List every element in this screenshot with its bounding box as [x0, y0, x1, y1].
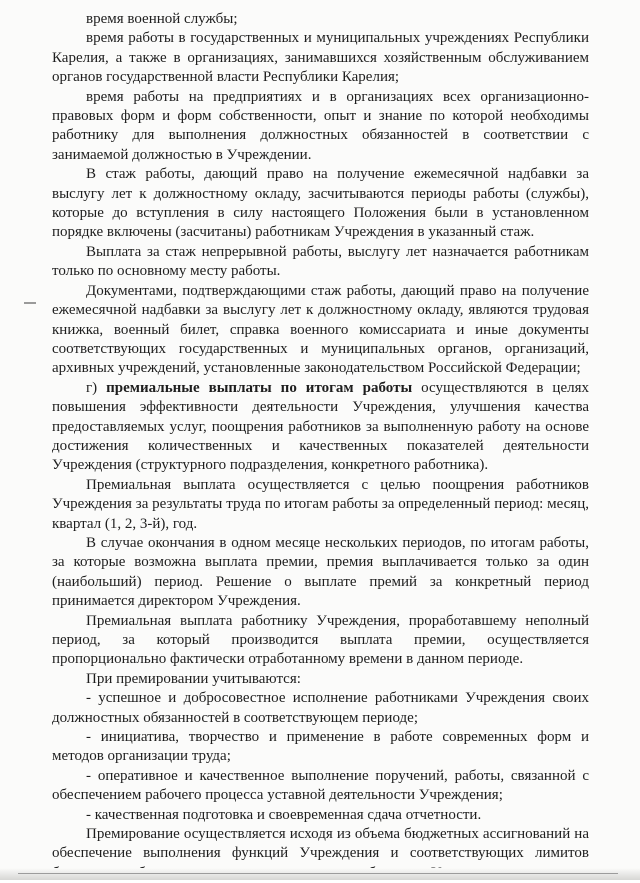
list-item-criteria: - инициатива, творчество и применение в работе современных форм и методов организации труда;	[52, 729, 589, 765]
paragraph-military-service: время военной службы;	[86, 11, 238, 27]
list-item-criteria: - оперативное и качественное выполнение поручений, работы, связанной с обеспечением рабочего процесса уставной деятельности Учреждения;	[52, 767, 589, 804]
paragraph-multiple-periods: В случае окончания в одном месяце нескольких периодов, по итогам работы, за которые возможна выплата премии, премия выплачивается только за один (наибольший) период. Решение о выплате премий за конкретный период принимается директором Учреждения.	[52, 534, 589, 610]
paragraph-main-workplace: Выплата за стаж непрерывной работы, выслугу лет назначается работникам только по основному месту работы.	[52, 243, 589, 280]
paragraph-bonus-purpose: Премиальная выплата осуществляется с целью поощрения работников Учреждения за результаты труда по итогам работы за определенный период: месяц, квартал (1, 2, 3-й), год.	[52, 476, 589, 532]
paragraph-service-periods: В стаж работы, дающий право на получение ежемесячной надбавки за выслугу лет к должностному окладу, засчитываются периоды работы (службы), которые до вступления в силу настоящего Положения были в установленном порядке включены (засчитаны) работникам Учреждения в указанный стаж.	[52, 166, 589, 241]
item-letter: г)	[86, 379, 107, 396]
list-item-criteria: - успешное и добросовестное исполнение работниками Учреждения своих должностных обязанностей в соответствующем периоде;	[52, 690, 589, 726]
paragraph-partial-period: Премиальная выплата работнику Учреждения, проработавшему неполный период, за который производится выплата премии, осуществляется пропорционально фактически отработанному времени в данном периоде.	[52, 612, 589, 668]
paragraph-state-institutions: время работы в государственных и муниципальных учреждениях Республики Карелия, а также в организациях, занимавшихся хозяйственным обслуживанием органов государственной власти Республики Карелия;	[52, 30, 589, 86]
paragraph-enterprises: время работы на предприятиях и в организациях всех организационно-правовых форм и форм собственности, опыт и знание по которой необходимы работнику для выполнения должностных обязанностей в соответствии с занимаемой должностью в Учреждении.	[52, 88, 589, 163]
paragraph-criteria-intro: При премировании учитываются:	[86, 670, 301, 687]
document-body	[52, 10, 589, 883]
paragraph-bonus-payments	[52, 379, 589, 476]
scan-edge-line	[18, 873, 618, 874]
list-item-criteria: - качественная подготовка и своевременная сдача отчетности.	[86, 806, 482, 823]
margin-mark	[24, 302, 36, 304]
scan-bottom-edge	[0, 868, 640, 880]
bonus-payments-text: осуществляются в целях повышения эффективности деятельности Учреждения, улучшения качества предоставляемых услуг, поощрения работников за выполненную работу на основе достижения количественных и качественных показателей деятельности Учреждения (структурного подразделения, конкретного работника).	[52, 379, 589, 474]
paragraph-documents: Документами, подтверждающими стаж работы, дающий право на получение ежемесячной надбавки за выслугу лет к должностному окладу, являются трудовая книжка, военный билет, справка военного комиссариата и иные документы соответствующих государственных и муниципальных органов, организаций, архивных учреждений, установленные законодательством Российской Федерации;	[52, 282, 589, 377]
bonus-payments-heading: премиальные выплаты по итогам работы	[106, 379, 413, 396]
paragraph-budget-allocations: Премирование осуществляется исходя из объема бюджетных ассигнований на обеспечение выполнения функций Учреждения и соответствующих лимитов	[52, 826, 589, 862]
